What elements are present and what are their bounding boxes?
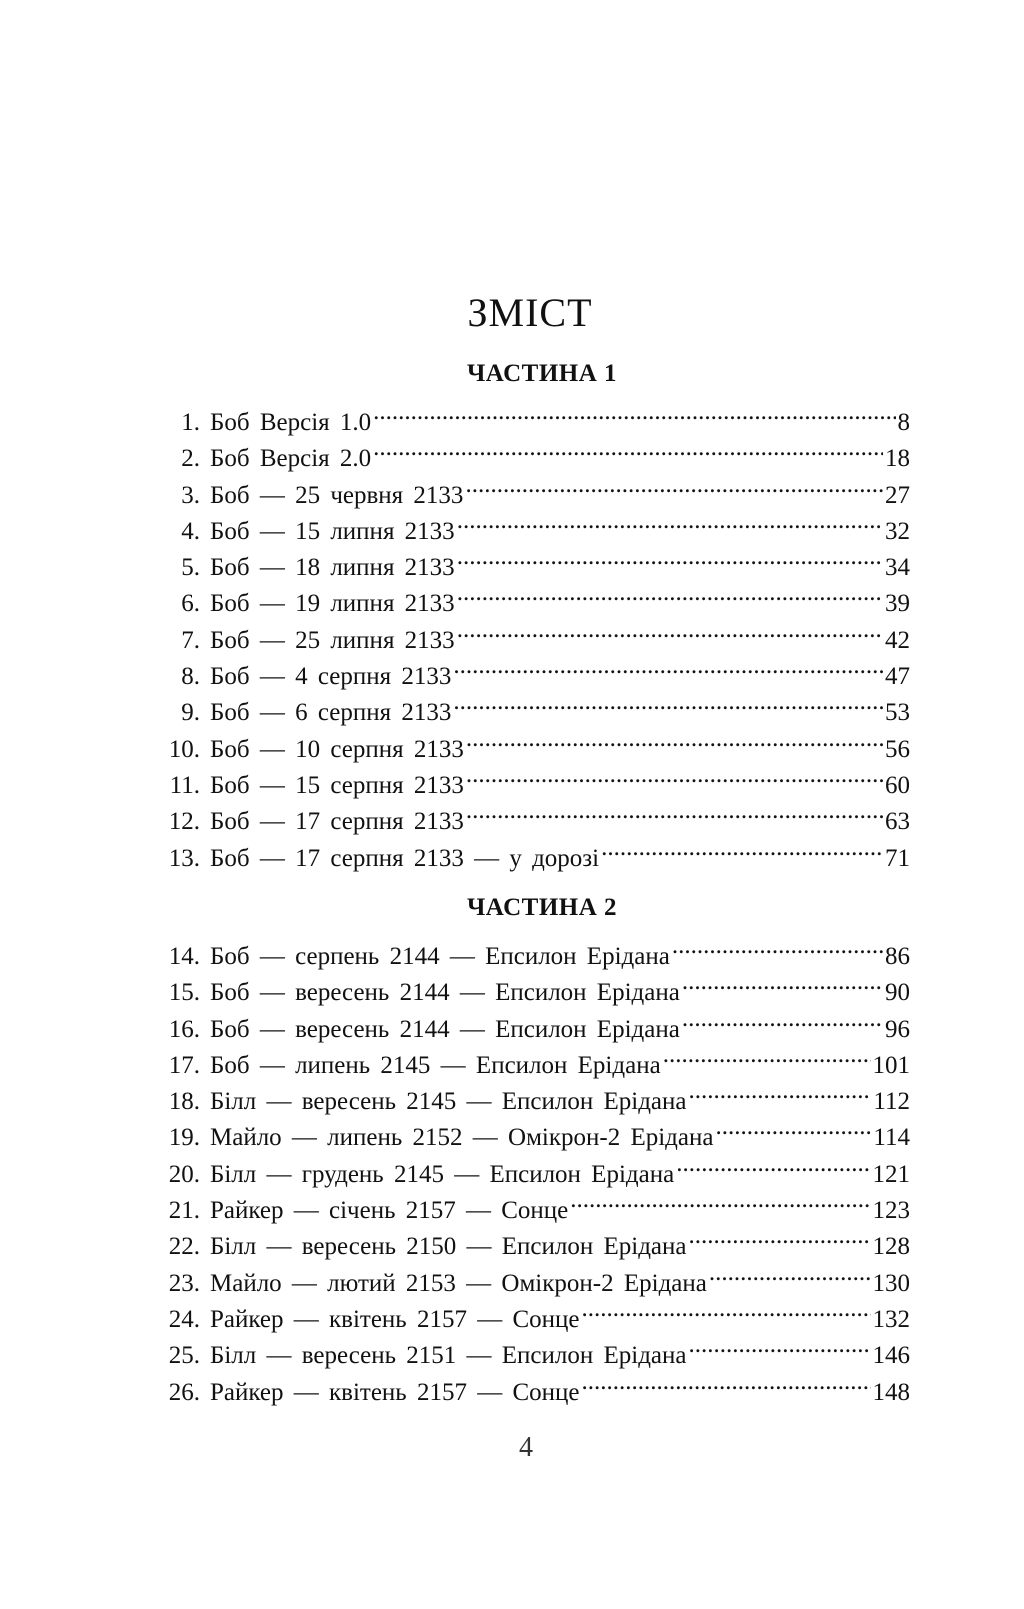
entry-title: Боб — 25 червня 2133 (210, 481, 464, 509)
dot-leader (689, 1073, 872, 1109)
entry-number: 16. (168, 1015, 200, 1043)
entry-page-number: 121 (872, 1160, 910, 1188)
dot-leader (682, 1001, 883, 1037)
entry-number: 21. (168, 1197, 200, 1225)
entry-title: Боб — вересень 2144 — Епсилон Ерідана (210, 1015, 680, 1043)
dot-leader (676, 1146, 870, 1182)
entry-page-number: 18 (885, 445, 910, 473)
part-1-entries (150, 394, 910, 872)
entry-title: Райкер — січень 2157 — Сонце (210, 1197, 569, 1225)
dot-leader (457, 503, 883, 539)
entry-title: Райкер — квітень 2157 — Сонце (210, 1305, 580, 1333)
entry-number: 14. (168, 943, 200, 970)
part-2-heading: ЧАСТИНА 2 (466, 894, 618, 921)
entry-title: Боб — 10 серпня 2133 (210, 735, 464, 763)
part-2-entries (150, 928, 910, 1406)
entry-number: 2. (181, 445, 200, 473)
entry-number: 19. (168, 1124, 200, 1152)
entry-number: 3. (181, 481, 200, 509)
entry-title: Боб — вересень 2144 — Епсилон Ерідана (210, 979, 680, 1007)
dot-leader (453, 684, 883, 720)
entry-number: 7. (181, 626, 200, 654)
dot-leader (570, 1182, 870, 1218)
entry-title: Боб Версія 2.0 (210, 445, 372, 473)
toc-entry[interactable] (150, 928, 910, 970)
entry-page-number: 146 (872, 1342, 910, 1370)
dot-leader (466, 793, 883, 829)
entry-title: Боб — 17 серпня 2133 — у дорозі (210, 844, 600, 872)
entry-title: Райкер — квітень 2157 — Сонце (210, 1378, 580, 1406)
entry-number: 5. (181, 554, 200, 582)
entry-number: 23. (168, 1269, 200, 1297)
entry-page-number: 53 (885, 699, 910, 727)
entry-page-number: 90 (885, 979, 910, 1007)
part-1-heading: ЧАСТИНА 1 (466, 360, 618, 387)
entry-number: 1. (181, 409, 200, 436)
dot-leader (457, 612, 883, 648)
dot-leader (457, 575, 883, 611)
dot-leader (373, 394, 895, 430)
entry-number: 17. (168, 1051, 200, 1079)
entry-page-number: 128 (872, 1233, 910, 1261)
entry-number: 26. (168, 1378, 200, 1406)
entry-number: 10. (168, 735, 200, 763)
dot-leader (373, 430, 883, 466)
entry-title: Білл — вересень 2151 — Епсилон Ерідана (210, 1342, 687, 1370)
entry-number: 25. (168, 1342, 200, 1370)
entry-number: 11. (169, 771, 200, 799)
dot-leader (601, 830, 883, 866)
entry-title: Боб — 17 серпня 2133 (210, 808, 464, 836)
dot-leader (466, 721, 883, 757)
entry-number: 12. (168, 808, 200, 836)
entry-number: 22. (168, 1233, 200, 1261)
dot-leader (457, 539, 883, 575)
entry-page-number: 8 (897, 409, 910, 436)
page-title: ЗМІСТ (467, 289, 593, 335)
entry-title: Боб — 4 серпня 2133 (210, 663, 452, 691)
dot-leader (581, 1364, 870, 1400)
entry-page-number: 56 (885, 735, 910, 763)
entry-page-number: 123 (872, 1197, 910, 1225)
entry-page-number: 112 (873, 1088, 910, 1116)
entry-page-number: 32 (885, 517, 910, 545)
entry-page-number: 101 (872, 1051, 910, 1079)
dot-leader (682, 964, 883, 1000)
entry-number: 24. (168, 1305, 200, 1333)
dot-leader (689, 1327, 871, 1363)
entry-page-number: 148 (872, 1378, 910, 1406)
entry-title: Боб — 6 серпня 2133 (210, 699, 452, 727)
entry-page-number: 39 (885, 590, 910, 618)
entry-number: 18. (168, 1088, 200, 1116)
dot-leader (672, 928, 883, 964)
entry-title: Боб — 18 липня 2133 (210, 554, 455, 582)
entry-title: Боб — 15 серпня 2133 (210, 771, 464, 799)
dot-leader (689, 1218, 871, 1254)
dot-leader (581, 1291, 870, 1327)
entry-number: 9. (181, 699, 200, 727)
entry-page-number: 34 (885, 554, 910, 582)
entry-page-number: 47 (885, 663, 910, 691)
entry-page-number: 63 (885, 808, 910, 836)
entry-title: Майло — лютий 2153 — Омікрон-2 Ерідана (210, 1269, 707, 1297)
entry-number: 4. (181, 517, 200, 545)
entry-page-number: 96 (885, 1015, 910, 1043)
entry-page-number: 132 (872, 1305, 910, 1333)
page-number: 4 (519, 1432, 533, 1463)
entry-number: 20. (168, 1160, 200, 1188)
dot-leader (709, 1255, 871, 1291)
dot-leader (663, 1037, 871, 1073)
toc-entry[interactable] (150, 394, 910, 436)
entry-page-number: 42 (885, 626, 910, 654)
entry-page-number: 27 (885, 481, 910, 509)
entry-title: Білл — грудень 2145 — Епсилон Ерідана (210, 1160, 675, 1188)
entry-title: Майло — липень 2152 — Омікрон-2 Ерідана (210, 1124, 714, 1152)
entry-title: Боб — серпень 2144 — Епсилон Ерідана (210, 943, 670, 970)
entry-title: Боб — 19 липня 2133 (210, 590, 455, 618)
entry-page-number: 86 (885, 943, 910, 970)
entry-page-number: 60 (885, 771, 910, 799)
entry-number: 13. (168, 844, 200, 872)
entry-title: Боб — липень 2145 — Епсилон Ерідана (210, 1051, 661, 1079)
dot-leader (465, 467, 883, 503)
entry-page-number: 130 (872, 1269, 910, 1297)
entry-page-number: 114 (873, 1124, 910, 1152)
dot-leader (466, 757, 883, 793)
entry-number: 15. (168, 979, 200, 1007)
entry-title: Боб — 25 липня 2133 (210, 626, 455, 654)
dot-leader (453, 648, 883, 684)
entry-title: Боб — 15 липня 2133 (210, 517, 455, 545)
entry-number: 6. (181, 590, 200, 618)
entry-page-number: 71 (885, 844, 910, 872)
entry-title: Білл — вересень 2145 — Епсилон Ерідана (210, 1088, 687, 1116)
entry-title: Боб Версія 1.0 (210, 409, 372, 436)
entry-title: Білл — вересень 2150 — Епсилон Ерідана (210, 1233, 687, 1261)
dot-leader (715, 1109, 871, 1145)
entry-number: 8. (181, 663, 200, 691)
